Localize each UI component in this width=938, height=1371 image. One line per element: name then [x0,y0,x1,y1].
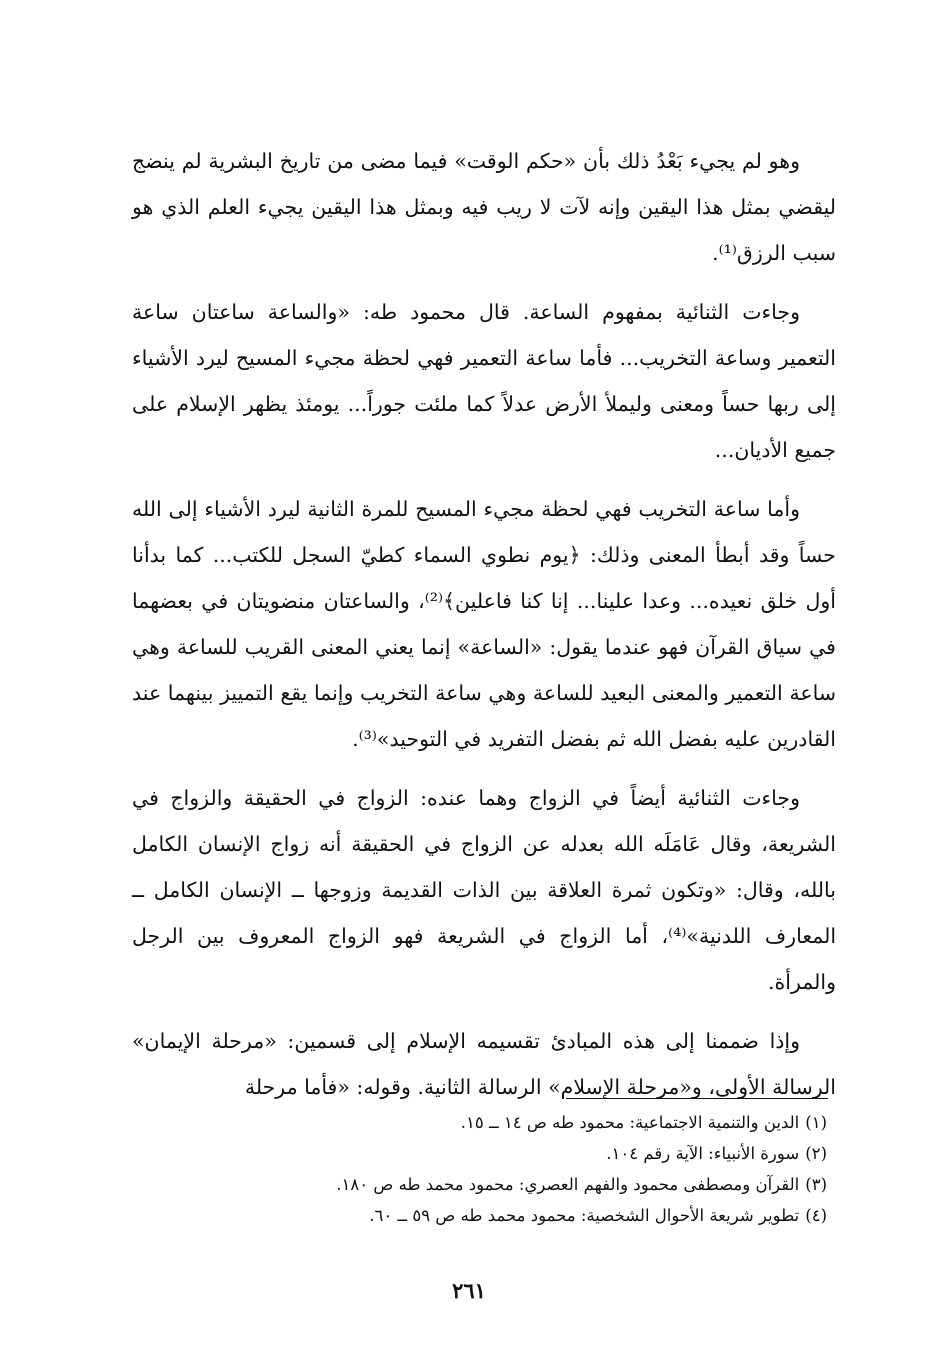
footnote-text: القرآن ومصطفى محمود والفهم العصري: محمود محمد طه ص ١٨٠. [336,1175,800,1194]
footnotes [132,1107,827,1231]
paragraph: وأما ساعة التخريب فهي لحظة مجيء المسيح للمرة الثانية ليرد الأشياء إلى الله حساً وقد أبطأ المعنى وذلك: ﴿يوم نطوي السماء كطيّ السجل للكتب... كما بدأنا أول خلق نعيده... وعدا علينا... إنا كنا فاعلين﴾⁽²⁾، والساعتان منضويتان في بعضهما في سياق القرآن فهو عندما يقول: «الساعة» إنما يعني المعنى القريب للساعة وهي ساعة التعمير والمعنى البعيد للساعة وهي ساعة التخريب وإنما يقع التمييز بينهما عند القادرين عليه بفضل الله ثم بفضل التفريد في التوحيد»⁽³⁾. [132,497,837,751]
main-text [132,138,836,1110]
paragraph: وإذا ضممنا إلى هذه المبادئ تقسيمه الإسلام إلى قسمين: «مرحلة الإيمان» الرسالة الأولى، و«مرحلة الإسلام» الرسالة الثانية. وقوله: «فأما مرحلة [132,1029,836,1099]
footnote-text: الدين والتنمية الاجتماعية: محمود طه ص ١٤ ــ ١٥. [460,1113,800,1132]
paragraph: وهو لم يجيء بَعْدُ ذلك بأن «حكم الوقت» فيما مضى من تاريخ البشرية لم ينضج ليقضي بمثل هذا اليقين وإنه لآت لا ريب فيه وبمثل هذا اليقين يجيء العلم الذي هو سبب الرزق⁽¹⁾. [132,149,836,265]
footnote-number: (١) [805,1113,827,1132]
footnote-text: تطوير شريعة الأحوال الشخصية: محمود محمد طه ص ٥٩ ــ ٦٠. [369,1206,800,1225]
paragraph: وجاءت الثنائية بمفهوم الساعة. قال محمود طه: «والساعة ساعتان ساعة التعمير وساعة التخريب... فأما ساعة التعمير فهي لحظة مجيء المسيح ليرد الأشياء إلى ربها حساً ومعنى وليملأ الأرض عدلاً كما ملئت جوراً... يومئذ يظهر الإسلام على جميع الأديان... [132,300,836,462]
footnote [132,1107,827,1138]
footnote-number: (٤) [805,1206,827,1225]
footnote-text: سورة الأنبياء: الآية رقم ١٠٤. [606,1144,800,1163]
paragraph: وجاءت الثنائية أيضاً في الزواج وهما عنده: الزواج في الحقيقة والزواج في الشريعة، وقال عَامَلَه الله بعدله عن الزواج في الحقيقة أنه زواج الإنسان الكامل بالله، وقال: «وتكون ثمرة العلاقة بين الذات القديمة وزوجها ــ الإنسان الكامل ــ المعارف اللدنية»⁽⁴⁾، أما الزواج في الشريعة فهو الزواج المعروف بين الرجل والمرأة. [132,786,837,994]
footnote [132,1138,827,1169]
footnote-divider [566,1098,828,1099]
footnote [132,1169,827,1200]
footnote-number: (٣) [805,1175,827,1194]
footnote-number: (٢) [805,1144,827,1163]
page-number: ٢٦١ [452,1278,486,1303]
footnote [132,1200,827,1231]
